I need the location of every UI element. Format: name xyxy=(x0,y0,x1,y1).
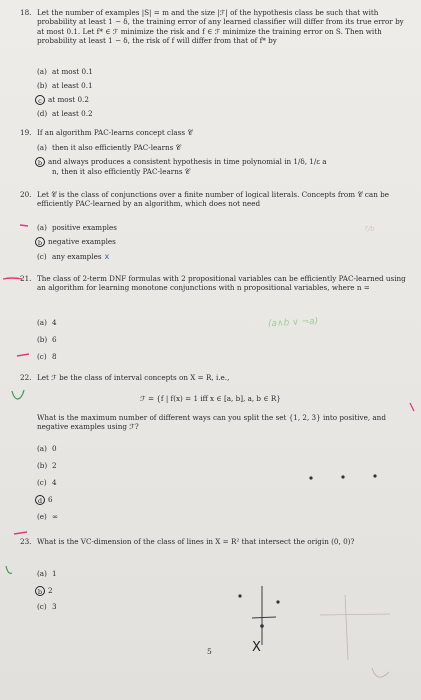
green-check xyxy=(12,390,24,399)
selected-answer-circle: d xyxy=(35,495,45,505)
option-b: (b) 2 xyxy=(37,461,57,470)
option-d: (d) at least 0.2 xyxy=(37,109,93,118)
green-check xyxy=(6,566,12,573)
question-number: 18. xyxy=(20,8,32,17)
question-number: 21. xyxy=(20,274,32,283)
math-display: ℱ = {f | f(x) = 1 iff x ∈ [a, b], a, b ∈ R} xyxy=(140,394,281,403)
handwritten-note: (a∧b ∨ ¬a) xyxy=(267,316,319,330)
option-a: (a) 1 xyxy=(37,569,57,578)
selected-answer-circle: b xyxy=(35,586,45,596)
question-text: Let 𝒞 is the class of conjunctions over a finite number of logical literals. Concepts from 𝒞 can be efficiently PAC-learned by an algorithm, which does not need xyxy=(37,190,389,209)
option-a: (a) at most 0.1 xyxy=(37,67,93,76)
pink-dash xyxy=(20,225,28,226)
handwritten-x-mark: x xyxy=(104,252,110,261)
option-b: (b) 6 xyxy=(37,335,57,344)
question-number: 20. xyxy=(20,190,32,199)
faint-check xyxy=(372,668,389,677)
option-b-selected: b negative examples xyxy=(37,237,116,247)
selected-answer-circle: b xyxy=(35,237,45,247)
faint-sketch-line xyxy=(320,614,390,615)
question-text: What is the maximum number of different ways can you split the set {1, 2, 3} into positive, and negative examples using ℱ? xyxy=(37,413,386,432)
option-a: (a) positive examples xyxy=(37,223,117,232)
faint-sketch-line xyxy=(345,595,348,660)
option-b-selected: b 2 xyxy=(37,586,53,596)
handwritten-x-mark: X xyxy=(252,640,261,655)
option-c: (c) any examples x xyxy=(37,252,110,261)
question-text: Let the number of examples |S| = m and the size |ℱ| of the hypothesis class be such that with probability at least 1 − δ, the training error of any learned classifier will differ from its true error by at most 0.1. Let f* ∈ ℱ minimize the risk and f ∈ ℱ minimize the training error on S. Then with probability at least 1 − δ, the risk of f will differ from that of f* by xyxy=(37,8,404,45)
dot xyxy=(238,594,241,597)
question-text: What is the VC-dimension of the class of lines in X = R² that intersect the origin (0, 0)? xyxy=(37,537,355,546)
question-text: If an algorithm PAC-learns concept class 𝒞 xyxy=(37,128,193,137)
option-c: (c) 8 xyxy=(37,352,57,361)
option-a: (a) then it also efficiently PAC-learns 𝒞 xyxy=(37,143,181,152)
question-text: Let ℱ be the class of interval concepts on X = R, i.e., xyxy=(37,373,230,382)
option-c: (c) 3 xyxy=(37,602,57,611)
question-number: 19. xyxy=(20,128,32,137)
pink-tick xyxy=(410,403,414,411)
question-text: The class of 2-term DNF formulas with 2 propositional variables can be efficiently PAC-learned using an algorithm for learning monotone conjunctions with n propositional variables, where n = xyxy=(37,274,406,293)
handwritten-faint-note: ?/b xyxy=(364,225,375,233)
selected-answer-circle: c xyxy=(35,95,45,105)
option-b: (b) at least 0.1 xyxy=(37,81,93,90)
dot xyxy=(309,476,312,479)
dot xyxy=(276,600,279,603)
dot xyxy=(260,624,264,628)
option-b-selected: b and always produces a consistent hypothesis in time polynomial in 1/δ, 1/ε a n, then it also efficiently PAC-learns 𝒞 xyxy=(37,157,407,176)
pink-dash xyxy=(3,278,22,279)
dot xyxy=(373,474,376,477)
pink-dash xyxy=(17,354,29,356)
option-e: (e) ∞ xyxy=(37,512,58,521)
option-c: (c) 4 xyxy=(37,478,57,487)
option-d-selected: d 6 xyxy=(37,495,53,505)
pink-dash xyxy=(14,532,27,534)
dot xyxy=(341,475,344,478)
option-c-selected: c at most 0.2 xyxy=(37,95,89,105)
question-number: 22. xyxy=(20,373,32,382)
option-a: (a) 4 xyxy=(37,318,57,327)
option-a: (a) 0 xyxy=(37,444,57,453)
sketch-line xyxy=(252,617,276,618)
selected-answer-circle: b xyxy=(35,157,45,167)
question-number: 23. xyxy=(20,537,32,546)
page-number: 5 xyxy=(207,647,212,656)
